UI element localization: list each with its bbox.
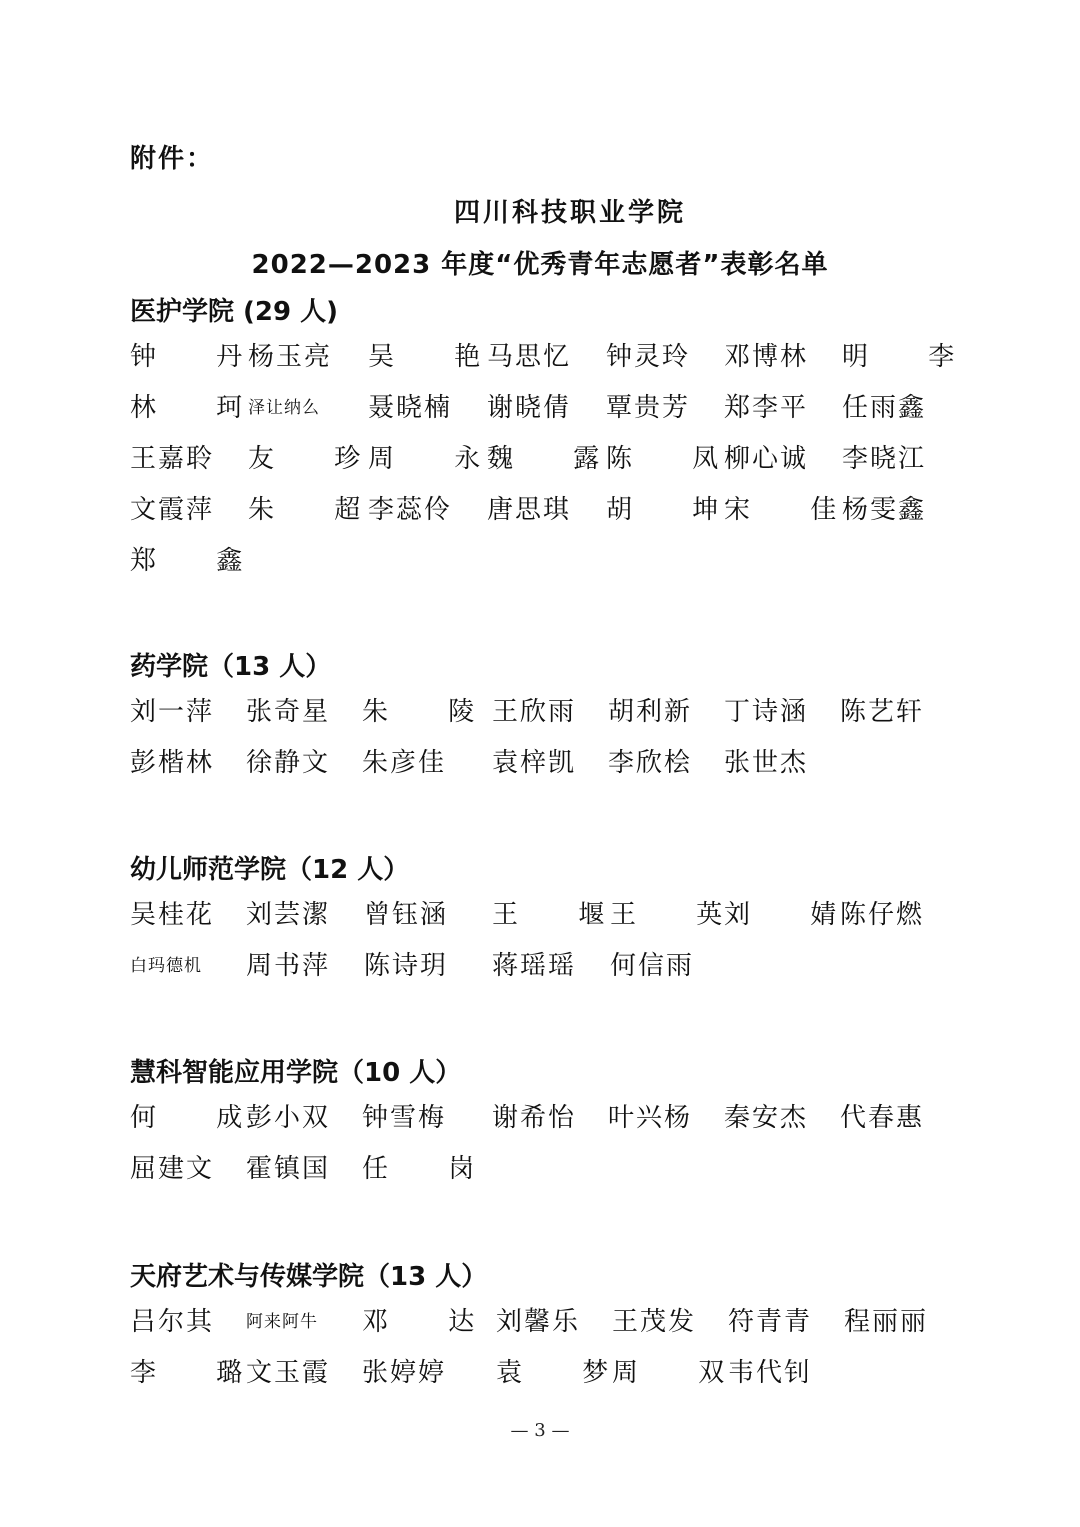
page-number: — 3 —	[510, 1420, 570, 1441]
name-entry: 袁梓凯	[492, 748, 577, 778]
name-entry: 符青青	[728, 1307, 813, 1337]
name-entry: 朱彦佳	[362, 748, 447, 778]
name-entry: 何信雨	[610, 951, 695, 981]
section-heading: 幼儿师范学院（12 人）	[130, 855, 410, 885]
name-entry: 张奇星	[246, 697, 331, 727]
name-entry: 屈建文	[130, 1154, 215, 1184]
name-entry: 彭小双	[246, 1103, 331, 1133]
section-2	[130, 647, 950, 789]
section-1	[130, 292, 981, 587]
section-4	[130, 1053, 950, 1195]
name-entry: 袁 梦	[496, 1358, 635, 1388]
name-entry: 杨雯鑫	[842, 495, 927, 525]
name-entry: 郑 鑫	[130, 546, 269, 576]
name-entry: 邓博林	[724, 342, 809, 372]
name-row	[130, 1093, 950, 1144]
name-entry: 林 珂	[130, 393, 269, 423]
name-entry: 邓 达	[362, 1307, 501, 1337]
name-entry: 韦代钊	[728, 1358, 813, 1388]
name-entry: 张世杰	[724, 748, 809, 778]
name-entry: 吕尔其	[130, 1307, 215, 1337]
section-heading: 天府艺术与传媒学院（13 人）	[130, 1262, 488, 1292]
name-entry: 文霞萍	[130, 495, 215, 525]
name-entry: 李 璐	[130, 1358, 269, 1388]
name-entry: 秦安杰	[724, 1103, 809, 1133]
name-entry: 吴 艳	[368, 342, 507, 372]
name-entry: 宋 佳	[724, 495, 863, 525]
name-entry: 阿来阿牛	[246, 1312, 318, 1332]
document-title: 四川科技职业学院	[453, 198, 686, 228]
name-entry: 王 英	[610, 900, 749, 930]
name-row	[130, 1348, 950, 1399]
name-entry: 吴桂花	[130, 900, 215, 930]
name-entry: 郑李平	[724, 393, 809, 423]
name-entry: 马思忆	[487, 342, 572, 372]
name-entry: 明 李	[842, 342, 981, 372]
name-entry: 友 珍	[248, 444, 387, 474]
name-row	[130, 890, 950, 941]
name-entry: 泽让纳么	[248, 398, 320, 418]
name-entry: 霍镇国	[246, 1154, 331, 1184]
attachment-label: 附件：	[130, 144, 215, 174]
name-entry: 叶兴杨	[608, 1103, 693, 1133]
name-row	[130, 536, 950, 587]
name-entry: 王嘉聆	[130, 444, 215, 474]
name-entry: 李晓江	[842, 444, 927, 474]
name-entry: 朱 超	[248, 495, 387, 525]
name-row	[130, 383, 950, 434]
name-row	[130, 1297, 950, 1348]
name-entry: 蒋瑶瑶	[492, 951, 577, 981]
name-entry: 钟雪梅	[362, 1103, 447, 1133]
name-entry: 任雨鑫	[842, 393, 927, 423]
name-row	[130, 485, 950, 536]
name-row	[130, 332, 981, 383]
name-entry: 钟 丹	[130, 342, 269, 372]
name-entry: 刘芸潔	[246, 900, 331, 930]
name-entry: 王茂发	[612, 1307, 697, 1337]
name-entry: 柳心诚	[724, 444, 809, 474]
name-entry: 程丽丽	[844, 1307, 929, 1337]
name-entry: 文玉霞	[246, 1358, 331, 1388]
name-entry: 刘 婧	[724, 900, 863, 930]
section-3	[130, 850, 950, 992]
name-entry: 徐静文	[246, 748, 331, 778]
name-entry: 李蕊伶	[368, 495, 453, 525]
name-row	[130, 434, 950, 485]
name-entry: 李欣桧	[608, 748, 693, 778]
name-entry: 覃贵芳	[606, 393, 691, 423]
name-entry: 唐思琪	[487, 495, 572, 525]
name-entry: 王 堰	[492, 900, 631, 930]
name-entry: 杨玉亮	[248, 342, 333, 372]
name-entry: 周 永	[368, 444, 507, 474]
name-entry: 何 成	[130, 1103, 269, 1133]
name-entry: 丁诗涵	[724, 697, 809, 727]
name-entry: 胡 坤	[606, 495, 745, 525]
name-entry: 陈艺轩	[840, 697, 925, 727]
name-entry: 周书萍	[246, 951, 331, 981]
name-row	[130, 941, 950, 992]
name-entry: 谢晓倩	[487, 393, 572, 423]
name-row	[130, 687, 950, 738]
name-entry: 彭楷林	[130, 748, 215, 778]
name-entry: 陈 凤	[606, 444, 745, 474]
name-entry: 聂晓楠	[368, 393, 453, 423]
name-entry: 朱 陵	[362, 697, 501, 727]
name-entry: 陈诗玥	[364, 951, 449, 981]
name-entry: 王欣雨	[492, 697, 577, 727]
document-subtitle: 2022—2023 年度“优秀青年志愿者”表彰名单	[251, 250, 829, 280]
name-entry: 曾钰涵	[364, 900, 449, 930]
section-heading: 药学院（13 人）	[130, 652, 332, 682]
section-heading: 慧科智能应用学院（10 人）	[130, 1058, 462, 1088]
name-entry: 钟灵玲	[606, 342, 691, 372]
name-entry: 任 岗	[362, 1154, 501, 1184]
name-entry: 周 双	[612, 1358, 751, 1388]
name-entry: 陈仔燃	[840, 900, 925, 930]
name-entry: 张婷婷	[362, 1358, 447, 1388]
name-entry: 谢希怡	[492, 1103, 577, 1133]
name-entry: 刘一萍	[130, 697, 215, 727]
name-row	[130, 1144, 950, 1195]
name-entry: 白玛德机	[130, 956, 202, 976]
section-heading: 医护学院 (29 人)	[130, 297, 339, 327]
name-entry: 魏 露	[487, 444, 626, 474]
name-entry: 代春惠	[840, 1103, 925, 1133]
name-row	[130, 738, 950, 789]
name-entry: 刘馨乐	[496, 1307, 581, 1337]
section-5	[130, 1257, 950, 1399]
name-entry: 胡利新	[608, 697, 693, 727]
